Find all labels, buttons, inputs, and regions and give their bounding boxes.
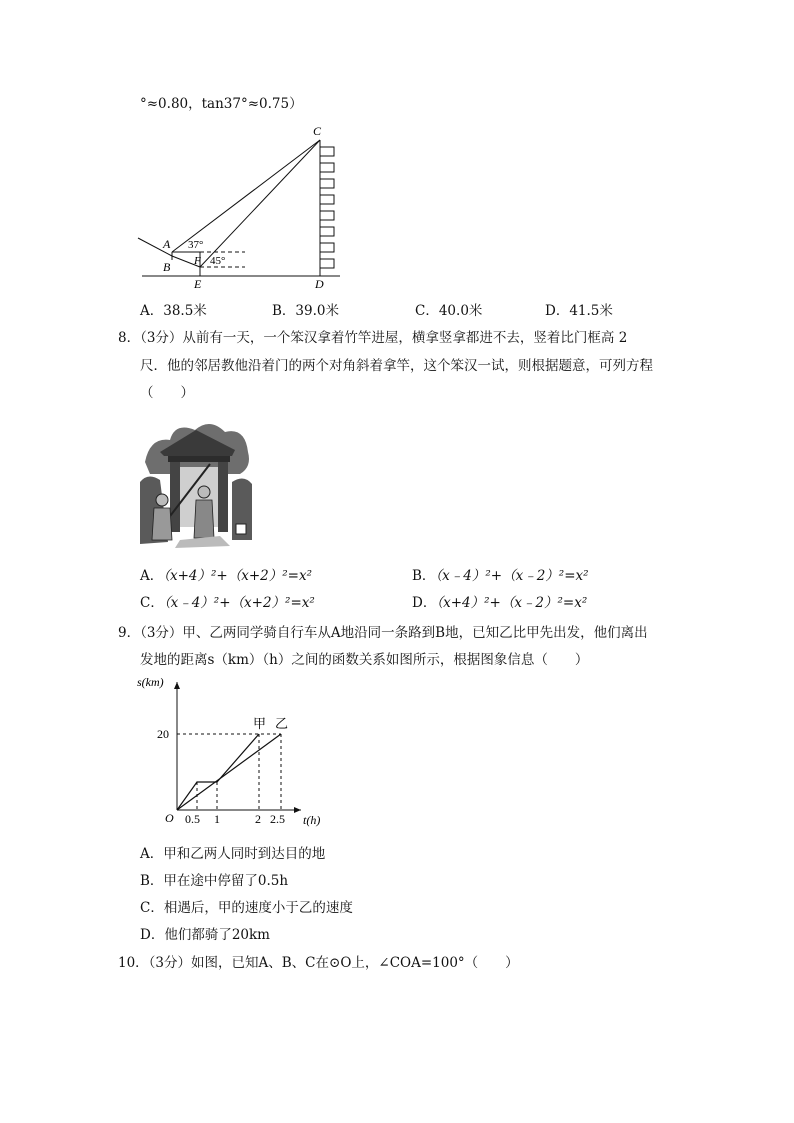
q8-stem-line-2: 尺．他的邻居教他沿着门的两个对角斜着拿竿，这个笨汉一试，则根据题意，可列方程: [140, 358, 653, 374]
x-tick-0-5: 0.5: [185, 812, 200, 826]
q8-stem-line-1: 8．（3分）从前有一天，一个笨汉拿着竹竿进屋，横拿竖拿都进不去，竖着比门框高 2: [118, 330, 628, 346]
q7-option-c: C．40.0米: [415, 303, 483, 319]
origin-label: O: [165, 811, 174, 825]
x-tick-2: 2: [255, 812, 261, 826]
q9-option-d: D．他们都骑了20km: [140, 927, 270, 943]
q9-stem-line-1: 9．（3分）甲、乙两同学骑自行车从A地沿同一条路到B地，已知乙比甲先出发，他们离出: [118, 625, 648, 641]
x-tick-2-5: 2.5: [270, 812, 285, 826]
label-A: A: [163, 237, 171, 251]
q9-option-c: C．相遇后，甲的速度小于乙的速度: [140, 900, 353, 916]
q7-building-figure: [130, 120, 360, 292]
label-E: E: [194, 277, 202, 291]
q9-stem-line-2: 发地的距离s（km）（h）之间的函数关系如图所示，根据图象信息（ ）: [140, 652, 589, 668]
q9-option-b: B．甲在途中停留了0.5h: [140, 873, 289, 889]
q8-option-d: D．（x+4）²+（x﹣2）²=x²: [412, 595, 588, 611]
x-axis-label: t(h): [303, 813, 321, 827]
q8-option-c: C．（x﹣4）²+（x+2）²=x²: [140, 595, 315, 611]
series-label-yi: 乙: [275, 716, 289, 731]
label-D: D: [315, 277, 324, 291]
q7-option-a: A．38.5米: [140, 303, 207, 319]
label-C: C: [313, 124, 322, 138]
q9-distance-time-graph: [135, 672, 335, 832]
q8-option-b: B．（x﹣4）²+（x﹣2）²=x²: [412, 568, 589, 584]
q9-option-a: A．甲和乙两人同时到达目的地: [140, 846, 326, 862]
q7-option-d: D．41.5米: [545, 303, 613, 319]
q8-option-a: A．（x+4）²+（x+2）²=x²: [140, 568, 313, 584]
q8-answer-blank: （ ）: [140, 385, 194, 401]
angle-37: 37°: [188, 239, 204, 251]
y-tick-20: 20: [157, 727, 169, 741]
series-label-jia: 甲: [253, 716, 267, 731]
q10-stem-line-1: 10．（3分）如图，已知A、B、C在⊙O上，∠COA=100°（ ）: [118, 955, 519, 971]
label-F: F: [194, 255, 201, 267]
y-axis-label: s(km): [137, 675, 164, 689]
q7-option-b: B．39.0米: [272, 303, 339, 319]
x-tick-1: 1: [214, 812, 220, 826]
question-7-text-tail: °≈0.80，tan37°≈0.75）: [140, 96, 303, 112]
q8-door-illustration: [140, 412, 252, 552]
angle-45: 45°: [210, 255, 226, 267]
label-B: B: [163, 260, 171, 274]
